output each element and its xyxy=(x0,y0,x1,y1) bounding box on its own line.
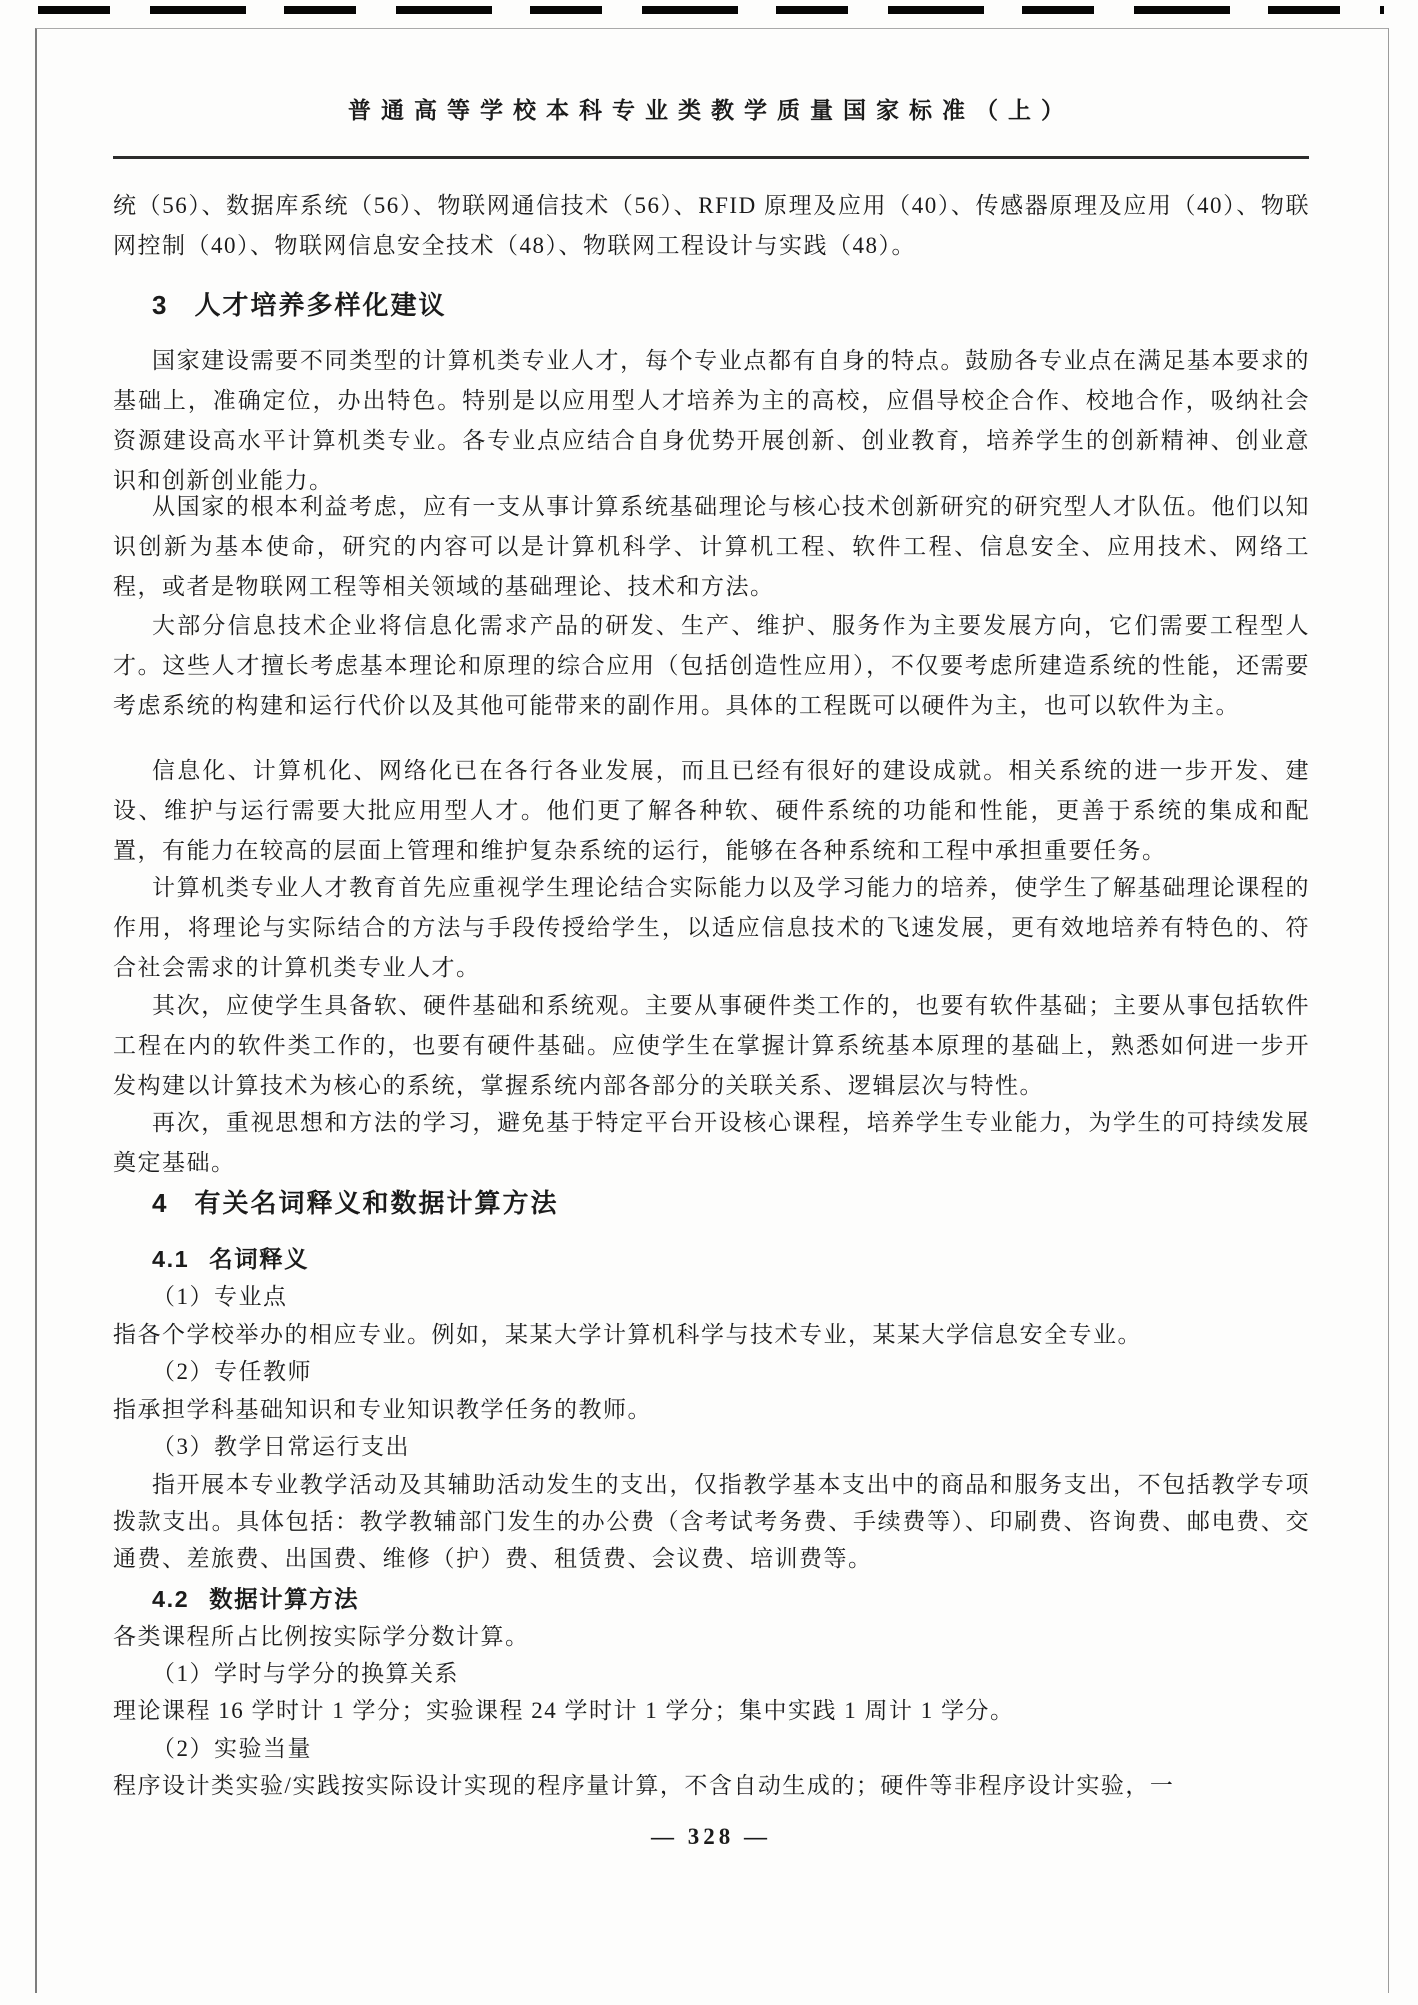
page-number: — 328 — xyxy=(651,1824,771,1849)
running-header-title: 普通高等学校本科专业类教学质量国家标准（上） xyxy=(348,98,1074,123)
term-3-label: （3）教学日常运行支出 xyxy=(152,1434,410,1459)
paragraph: 从国家的根本利益考虑，应有一支从事计算系统基础理论与核心技术创新研究的研究型人才队伍。他们以知识创新为基本使命，研究的内容可以是计算机科学、计算机工程、软件工程、信息安全、应用技术、网络工程，或者是物联网工程等相关领域的基础理论、技术和方法。 xyxy=(113,494,1310,599)
method-2-definition: 程序设计类实验/实践按实际设计实现的程序量计算，不含自动生成的；硬件等非程序设计实验，一 xyxy=(113,1773,1175,1798)
term-3-definition: 指开展本专业教学活动及其辅助活动发生的支出，仅指教学基本支出中的商品和服务支出，不包括教学专项拨款支出。具体包括：教学教辅部门发生的办公费（含考试考务费、手续费等）、印刷费、咨询费、邮电费、交通费、差旅费、出国费、维修（护）费、租赁费、会议费、培训费等。 xyxy=(113,1472,1310,1571)
section-3-number: 3 xyxy=(152,290,169,320)
term-1-label: （1）专业点 xyxy=(152,1284,288,1309)
section-4-1-heading xyxy=(152,1240,309,1274)
section-4-number: 4 xyxy=(152,1188,169,1218)
paragraph: 再次，重视思想和方法的学习，避免基于特定平台开设核心课程，培养学生专业能力，为学生的可持续发展奠定基础。 xyxy=(113,1110,1310,1175)
paragraph: 计算机类专业人才教育首先应重视学生理论结合实际能力以及学习能力的培养，使学生了解基础理论课程的作用，将理论与实际结合的方法与手段传授给学生，以适应信息技术的飞速发展，更有效地培养有特色的、符合社会需求的计算机类专业人才。 xyxy=(113,875,1310,980)
term-2-definition: 指承担学科基础知识和专业知识教学任务的教师。 xyxy=(113,1397,652,1422)
term-1-definition: 指各个学校举办的相应专业。例如，某某大学计算机科学与技术专业，某某大学信息安全专业。 xyxy=(113,1322,1142,1347)
section-3-title: 人才培养多样化建议 xyxy=(194,290,447,320)
section-4-title: 有关名词释义和数据计算方法 xyxy=(194,1188,559,1218)
term-2-label: （2）专任教师 xyxy=(152,1359,312,1384)
section-4-2-number: 4.2 xyxy=(152,1586,190,1612)
paragraph-intro-continuation: 统（56）、数据库系统（56）、物联网通信技术（56）、RFID 原理及应用（40）、传感器原理及应用（40）、物联网控制（40）、物联网信息安全技术（48）、物联网工程设计与实践（48）。 xyxy=(113,193,1310,258)
paragraph: 其次，应使学生具备软、硬件基础和系统观。主要从事硬件类工作的，也要有软件基础；主要从事包括软件工程在内的软件类工作的，也要有硬件基础。应使学生在掌握计算系统基本原理的基础上，熟悉如何进一步开发构建以计算技术为核心的系统，掌握系统内部各部分的关联关系、逻辑层次与特性。 xyxy=(113,993,1310,1098)
paragraph: 大部分信息技术企业将信息化需求产品的研发、生产、维护、服务作为主要发展方向，它们需要工程型人才。这些人才擅长考虑基本理论和原理的综合应用（包括创造性应用），不仅要考虑所建造系统的性能，还需要考虑系统的构建和运行代价以及其他可能带来的副作用。具体的工程既可以硬件为主，也可以软件为主。 xyxy=(113,613,1310,718)
section-4-1-title: 名词释义 xyxy=(209,1246,310,1272)
paragraph: 国家建设需要不同类型的计算机类专业人才，每个专业点都有自身的特点。鼓励各专业点在满足基本要求的基础上，准确定位，办出特色。特别是以应用型人才培养为主的高校，应倡导校企合作、校地合作，吸纳社会资源建设高水平计算机类专业。各专业点应结合自身优势开展创新、创业教育，培养学生的创新精神、创业意识和创新创业能力。 xyxy=(113,348,1310,493)
scan-edge-marks xyxy=(38,6,1384,14)
section-4-2-lead: 各类课程所占比例按实际学分数计算。 xyxy=(113,1624,530,1649)
header-divider-rule xyxy=(113,156,1309,159)
section-4-2-title: 数据计算方法 xyxy=(209,1586,360,1612)
method-1-label: （1）学时与学分的换算关系 xyxy=(152,1661,459,1686)
paragraph: 信息化、计算机化、网络化已在各行各业发展，而且已经有很好的建设成就。相关系统的进一步开发、建设、维护与运行需要大批应用型人才。他们更了解各种软、硬件系统的功能和性能，更善于系统的集成和配置，有能力在较高的层面上管理和维护复杂系统的运行，能够在各种系统和工程中承担重要任务。 xyxy=(113,758,1310,863)
section-4-1-number: 4.1 xyxy=(152,1246,190,1272)
method-2-label: （2）实验当量 xyxy=(152,1736,312,1761)
section-4-2-heading xyxy=(152,1580,359,1614)
section-4-heading xyxy=(152,1183,558,1220)
method-1-definition: 理论课程 16 学时计 1 学分；实验课程 24 学时计 1 学分；集中实践 1 周计 1 学分。 xyxy=(113,1698,1015,1723)
section-3-heading xyxy=(152,285,446,322)
